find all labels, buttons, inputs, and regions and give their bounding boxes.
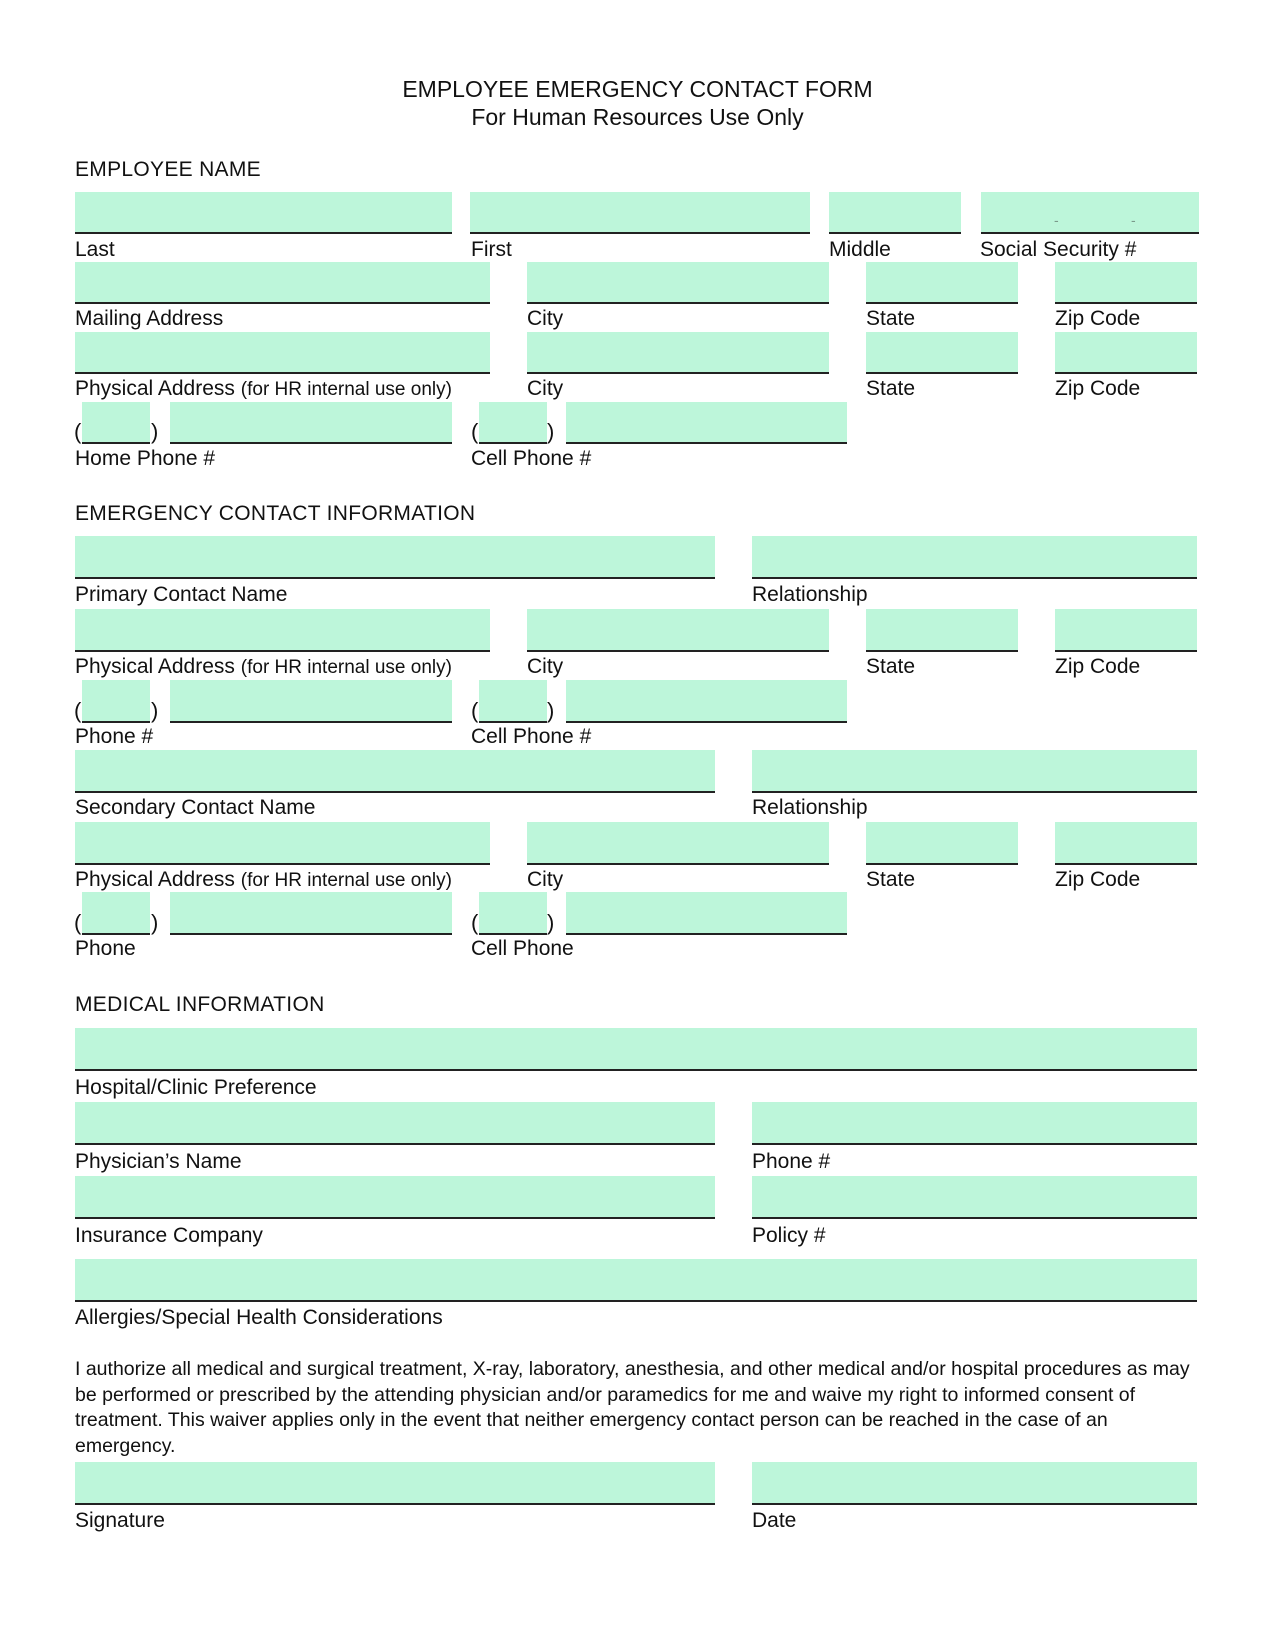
primary-phone-label: Phone # xyxy=(75,725,154,748)
ssn-dash-2: - xyxy=(1131,212,1136,228)
signature-field[interactable] xyxy=(75,1462,715,1505)
physician-name-field[interactable] xyxy=(75,1102,715,1145)
physician-name-label: Physician’s Name xyxy=(75,1150,242,1173)
primary-state-field[interactable] xyxy=(866,609,1018,652)
cell-phone-area-code-field[interactable] xyxy=(479,402,547,444)
employee-section-heading: EMPLOYEE NAME xyxy=(75,158,261,181)
secondary-physical-address-field[interactable] xyxy=(75,822,490,865)
primary-cell-area-code-field[interactable] xyxy=(479,680,547,723)
hospital-preference-label: Hospital/Clinic Preference xyxy=(75,1076,317,1099)
secondary-physical-address-label: Physical Address (for HR internal use only) xyxy=(75,868,452,891)
hr-note: (for HR internal use only) xyxy=(240,379,452,400)
physical-address-label: Physical Address (for HR internal use only) xyxy=(75,377,452,400)
allergies-label: Allergies/Special Health Considerations xyxy=(75,1306,443,1329)
secondary-city-field[interactable] xyxy=(527,822,829,865)
secondary-state-field[interactable] xyxy=(866,822,1018,865)
primary-cell-paren-open: ( xyxy=(471,698,479,723)
home-phone-area-code-field[interactable] xyxy=(82,402,150,444)
primary-city-field[interactable] xyxy=(527,609,829,652)
primary-city-label: City xyxy=(527,655,564,678)
primary-contact-name-label: Primary Contact Name xyxy=(75,583,288,606)
primary-relationship-field[interactable] xyxy=(752,536,1197,579)
secondary-phone-label: Phone xyxy=(75,937,136,960)
primary-relationship-label: Relationship xyxy=(752,583,868,606)
primary-physical-address-label: Physical Address (for HR internal use only) xyxy=(75,655,452,678)
secondary-contact-name-field[interactable] xyxy=(75,750,715,793)
home-phone-number-field[interactable] xyxy=(170,402,452,444)
secondary-relationship-label: Relationship xyxy=(752,796,868,819)
policy-number-field[interactable] xyxy=(752,1176,1197,1219)
signature-label: Signature xyxy=(75,1509,165,1532)
emergency-section-heading: EMERGENCY CONTACT INFORMATION xyxy=(75,502,476,525)
mailing-state-field[interactable] xyxy=(866,262,1018,304)
insurance-company-label: Insurance Company xyxy=(75,1224,263,1247)
home-phone-paren-close: ) xyxy=(151,419,159,444)
primary-cell-number-field[interactable] xyxy=(566,680,847,723)
physical-state-field[interactable] xyxy=(866,332,1018,374)
allergies-field[interactable] xyxy=(75,1259,1197,1302)
authorization-paragraph: I authorize all medical and surgical treatment, X-ray, laboratory, anesthesia, and other medical and/or hospital procedures as may be performed or prescribed by the attending physician and/or paramedics for me and waive my right to informed consent of treatment. This waiver applies only in the event that neither emergency contact person can be reached in the case of an emergency. xyxy=(75,1358,1190,1457)
secondary-city-label: City xyxy=(527,868,564,891)
form-title: EMPLOYEE EMERGENCY CONTACT FORM xyxy=(402,76,873,102)
first-label: First xyxy=(471,238,512,261)
primary-contact-name-field[interactable] xyxy=(75,536,715,579)
physician-phone-field[interactable] xyxy=(752,1102,1197,1145)
secondary-phone-number-field[interactable] xyxy=(170,892,452,935)
home-phone-label: Home Phone # xyxy=(75,447,216,470)
mailing-city-label: City xyxy=(527,307,564,330)
secondary-phone-paren-open: ( xyxy=(74,910,82,935)
primary-zip-field[interactable] xyxy=(1055,609,1197,652)
mailing-address-label: Mailing Address xyxy=(75,307,224,330)
mailing-zip-field[interactable] xyxy=(1055,262,1197,304)
first-name-field[interactable] xyxy=(470,192,810,234)
mailing-address-field[interactable] xyxy=(75,262,490,304)
primary-state-label: State xyxy=(866,655,916,678)
mailing-city-field[interactable] xyxy=(527,262,829,304)
form-subtitle: For Human Resources Use Only xyxy=(471,104,804,130)
secondary-zip-field[interactable] xyxy=(1055,822,1197,865)
primary-zip-label: Zip Code xyxy=(1055,655,1141,678)
secondary-phone-area-code-field[interactable] xyxy=(82,892,150,935)
secondary-phone-paren-close: ) xyxy=(151,910,159,935)
secondary-cell-area-code-field[interactable] xyxy=(479,892,547,935)
primary-phone-area-code-field[interactable] xyxy=(82,680,150,723)
primary-physical-address-field[interactable] xyxy=(75,609,490,652)
hr-note: (for HR internal use only) xyxy=(240,657,452,678)
secondary-cell-phone-label: Cell Phone xyxy=(471,937,574,960)
secondary-zip-label: Zip Code xyxy=(1055,868,1141,891)
hospital-preference-field[interactable] xyxy=(75,1028,1197,1071)
middle-label: Middle xyxy=(829,238,891,261)
mailing-zip-label: Zip Code xyxy=(1055,307,1141,330)
primary-cell-paren-close: ) xyxy=(547,698,555,723)
physical-city-label: City xyxy=(527,377,564,400)
physical-address-field[interactable] xyxy=(75,332,490,374)
secondary-state-label: State xyxy=(866,868,916,891)
primary-phone-number-field[interactable] xyxy=(170,680,452,723)
date-label: Date xyxy=(752,1509,797,1532)
ssn-dash-1: - xyxy=(1054,212,1059,228)
physical-state-label: State xyxy=(866,377,916,400)
cell-phone-number-field[interactable] xyxy=(566,402,847,444)
home-phone-paren-open: ( xyxy=(74,419,82,444)
physician-phone-label: Phone # xyxy=(752,1150,831,1173)
medical-section-heading: MEDICAL INFORMATION xyxy=(75,993,325,1016)
secondary-relationship-field[interactable] xyxy=(752,750,1197,793)
last-name-field[interactable] xyxy=(75,192,452,234)
middle-name-field[interactable] xyxy=(829,192,961,234)
secondary-contact-name-label: Secondary Contact Name xyxy=(75,796,316,819)
secondary-cell-number-field[interactable] xyxy=(566,892,847,935)
primary-cell-phone-label: Cell Phone # xyxy=(471,725,592,748)
physical-city-field[interactable] xyxy=(527,332,829,374)
insurance-company-field[interactable] xyxy=(75,1176,715,1219)
secondary-cell-paren-close: ) xyxy=(547,910,555,935)
ssn-label: Social Security # xyxy=(980,238,1137,261)
physical-zip-field[interactable] xyxy=(1055,332,1197,374)
date-field[interactable] xyxy=(752,1462,1197,1505)
last-label: Last xyxy=(75,238,115,261)
policy-number-label: Policy # xyxy=(752,1224,826,1247)
secondary-cell-paren-open: ( xyxy=(471,910,479,935)
mailing-state-label: State xyxy=(866,307,916,330)
physical-zip-label: Zip Code xyxy=(1055,377,1141,400)
cell-phone-paren-open: ( xyxy=(471,419,479,444)
hr-note: (for HR internal use only) xyxy=(240,870,452,891)
ssn-field[interactable] xyxy=(981,192,1199,234)
cell-phone-label: Cell Phone # xyxy=(471,447,592,470)
cell-phone-paren-close: ) xyxy=(547,419,555,444)
primary-phone-paren-open: ( xyxy=(74,698,82,723)
primary-phone-paren-close: ) xyxy=(151,698,159,723)
